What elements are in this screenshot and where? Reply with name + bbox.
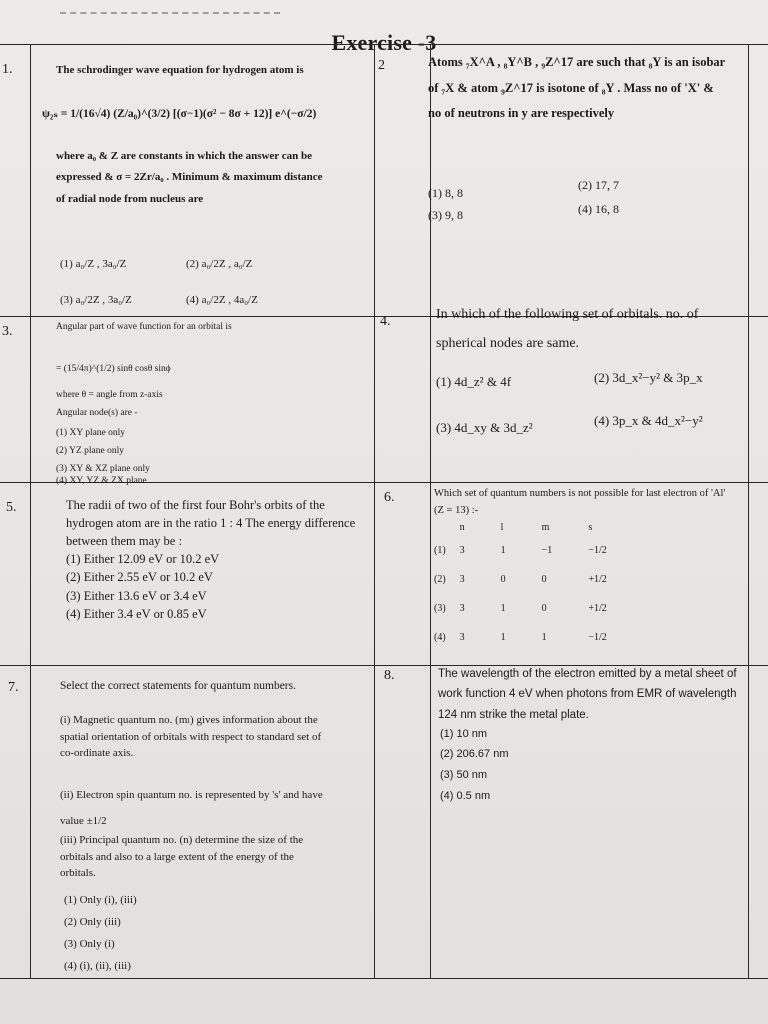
- option: (2) YZ plane only: [56, 446, 124, 456]
- table-row: [434, 565, 621, 594]
- option: (4) XY, YZ & ZX plane: [56, 476, 147, 486]
- option: (3) XY & XZ plane only: [56, 464, 150, 474]
- table-cell: 1: [541, 632, 547, 643]
- table-cell: 3: [459, 632, 465, 643]
- statement: (i) Magnetic quantum no. (mₗ) gives information about the spatial orientation of orbitals with respect to standard set of co-ordinate axis.: [60, 714, 322, 759]
- table-cell: +1/2: [588, 603, 607, 614]
- option: (3) 4d_xy & 3d_z²: [436, 420, 533, 435]
- option: (2) 17, 7: [578, 178, 619, 192]
- table-cell: 0: [500, 574, 506, 585]
- option: (3) Only (i): [64, 938, 115, 950]
- page-title: Exercise -3: [331, 30, 437, 55]
- column-header: n: [459, 521, 465, 533]
- option: (1) 10 nm: [440, 728, 488, 740]
- question-stem: The schrodinger wave equation for hydrogen atom is: [56, 64, 304, 76]
- question-text: where θ = angle from z-axis: [56, 390, 163, 400]
- option: (2) Either 2.55 eV or 10.2 eV: [66, 570, 213, 584]
- grid-line: [374, 44, 375, 978]
- grid-line: [430, 44, 431, 978]
- option: (4) (i), (ii), (iii): [64, 960, 131, 972]
- angular-equation: = (15/4π)^(1/2) sinθ cosθ sinϕ: [56, 364, 171, 374]
- option: (1) 4d_z² & 4f: [436, 374, 512, 389]
- question-stem: Which set of quantum numbers is not possible for last electron of 'Al' (Z = 13) :-: [434, 488, 726, 516]
- table-cell: 1: [500, 603, 506, 614]
- table-row: [434, 594, 621, 623]
- option: (4) Either 3.4 eV or 0.85 eV: [66, 607, 207, 621]
- question-number: 7.: [8, 680, 19, 695]
- option: (1) Only (i), (iii): [64, 894, 137, 906]
- option: (3) 50 nm: [440, 769, 488, 781]
- question-stem: The radii of two of the first four Bohr's orbits of the hydrogen atom are in the ratio 1 : 4 The energy difference between them may be :: [66, 498, 356, 549]
- question-number: 6.: [384, 490, 395, 505]
- question-stem: Atoms ₇X^A , ₈Y^B , ₉Z^17 are such that ₈Y is an isobar of ₇X & atom ₉Z^17 is isotone of ₈Y . Mass no of 'X' & no of neutrons in y are respectively: [428, 55, 725, 121]
- table-cell: 3: [459, 545, 465, 556]
- question-stem: Angular part of wave function for an orbital is: [56, 322, 232, 332]
- table-cell: 0: [541, 574, 547, 585]
- option: (1) 8, 8: [428, 186, 463, 200]
- table-cell: −1/2: [588, 545, 607, 556]
- table-row: [434, 623, 621, 652]
- option-label: (4): [434, 632, 446, 643]
- question-stem: Select the correct statements for quantum numbers.: [60, 680, 296, 692]
- question-number: 2: [378, 58, 385, 73]
- question-number: 1.: [2, 62, 13, 77]
- wave-equation: ψ₂ₛ = 1/(16√4) (Z/a₀)^(3/2) [(σ−1)(σ² − 8σ + 12)] e^(−σ/2): [42, 108, 317, 120]
- quantum-number-table: [434, 518, 621, 652]
- column-header: m: [541, 521, 550, 533]
- option-label: (2): [434, 574, 446, 585]
- table-cell: −1/2: [588, 632, 607, 643]
- table-cell: 3: [459, 574, 465, 585]
- option: (3) 9, 8: [428, 208, 463, 222]
- table-header-row: [434, 518, 621, 536]
- question-number: 3.: [2, 324, 13, 339]
- question-text: where a₀ & Z are constants in which the answer can be expressed & σ = 2Zr/a₀ . Minimum & maximum distance of radial node from nucleus are: [56, 150, 323, 205]
- statement: (ii) Electron spin quantum no. is represented by 's' and have value ±1/2: [60, 789, 323, 828]
- option: (4) 0.5 nm: [440, 790, 491, 802]
- option: (1) a₀/Z , 3a₀/Z: [60, 258, 127, 270]
- question-number: 5.: [6, 500, 17, 515]
- question-stem: In which of the following set of orbitals. no. of spherical nodes are same.: [436, 307, 699, 352]
- option: (1) XY plane only: [56, 428, 126, 438]
- torn-header-remnant: [60, 12, 280, 20]
- question-text: Angular node(s) are -: [56, 408, 138, 418]
- option-label: (1): [434, 545, 446, 556]
- grid-line: [0, 44, 768, 45]
- table-cell: +1/2: [588, 574, 607, 585]
- question-number: 8.: [384, 668, 395, 683]
- option-label: (3): [434, 603, 446, 614]
- option: (4) a₀/2Z , 4a₀/Z: [186, 294, 258, 306]
- option: (1) Either 12.09 eV or 10.2 eV: [66, 552, 220, 566]
- statement: (iii) Principal quantum no. (n) determine the size of the orbitals and also to a large extent of the energy of the orbitals.: [60, 834, 304, 879]
- grid-line: [0, 978, 768, 979]
- grid-line: [30, 44, 31, 978]
- table-cell: 0: [541, 603, 547, 614]
- table-cell: −1: [541, 545, 553, 556]
- option: (3) a₀/2Z , 3a₀/Z: [60, 294, 132, 306]
- grid-line: [748, 44, 749, 978]
- option: (2) Only (iii): [64, 916, 121, 928]
- table-cell: 3: [459, 603, 465, 614]
- column-header: s: [588, 521, 593, 533]
- table-cell: 1: [500, 632, 506, 643]
- question-number: 4.: [380, 314, 391, 329]
- question-stem: The wavelength of the electron emitted by a metal sheet of work function 4 eV when photons from EMR of wavelength 124 nm strike the metal plate.: [438, 668, 737, 721]
- option: (4) 16, 8: [578, 202, 619, 216]
- table-cell: 1: [500, 545, 506, 556]
- table-row: [434, 536, 621, 565]
- option: (2) 3d_x²−y² & 3p_x: [594, 370, 703, 385]
- option: (4) 3p_x & 4d_x²−y²: [594, 413, 703, 428]
- option: (2) a₀/2Z , a₀/Z: [186, 258, 253, 270]
- column-header: l: [500, 521, 504, 533]
- option: (3) Either 13.6 eV or 3.4 eV: [66, 589, 207, 603]
- option: (2) 206.67 nm: [440, 748, 509, 760]
